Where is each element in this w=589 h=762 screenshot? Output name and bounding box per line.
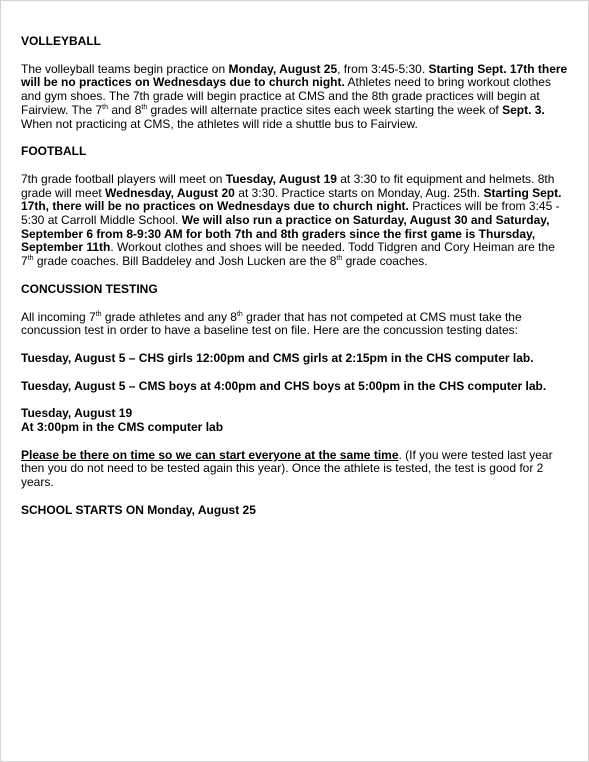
football-heading: FOOTBALL (21, 144, 87, 159)
volleyball-heading: VOLLEYBALL (21, 34, 101, 48)
concussion-date-1: Tuesday, August 5 – CHS girls 12:00pm and CMS girls at 2:15pm in the CHS computer lab. (21, 350, 534, 365)
volleyball-paragraph: The volleyball teams begin practice on Monday, August 25, from 3:45-5:30. Starting Sept. 17th there will be no practices on Wednesdays due to church night. Athletes need to bring workout clothes and gym shoes. The 7th grade will begin practice at CMS and the 8th grade practices will begin at Fairview. The 7th and 8th grades will alternate practice sites each week starting the week of Sept. 3. When not practicing at CMS, the athletes will ride a shuttle bus to Fairview. (21, 61, 568, 131)
school-start-line: SCHOOL STARTS ON Monday, August 25 (21, 502, 256, 517)
document-body (21, 35, 570, 518)
concussion-date-3: Tuesday, August 19 At 3:00pm in the CMS computer lab (21, 406, 224, 435)
concussion-intro-paragraph: All incoming 7th grade athletes and any 8th grader that has not competed at CMS must take the concussion test in order to have a baseline test on file. Here are the concussion testing dates: (21, 309, 522, 338)
concussion-heading: CONCUSSION TESTING (21, 281, 158, 296)
concussion-note-paragraph: Please be there on time so we can start everyone at the same time. (If you were tested last year then you do not need to be tested again this year). Once the athlete is tested, the test is good for 2 years. (21, 447, 553, 490)
concussion-date-2: Tuesday, August 5 – CMS boys at 4:00pm and CHS boys at 5:00pm in the CHS computer lab. (21, 378, 547, 393)
football-paragraph: 7th grade football players will meet on Tuesday, August 19 at 3:30 to fit equipment and helmets. 8th grade will meet Wednesday, August 20 at 3:30. Practice starts on Monday, Aug. 25th. Starting Sept. 17th, there will be no practices on Wednesdays due to church night. Practices will be from 3:45 - 5:30 at Carroll Middle School. We will also run a practice on Saturday, August 30 and Saturday, September 6 from 8-9:30 AM for both 7th and 8th graders since the first game is Thursday, September 11th. Workout clothes and shoes will be needed. Todd Tidgren and Cory Heiman are the 7th grade coaches. Bill Baddeley and Josh Lucken are the 8th grade coaches. (21, 171, 562, 269)
